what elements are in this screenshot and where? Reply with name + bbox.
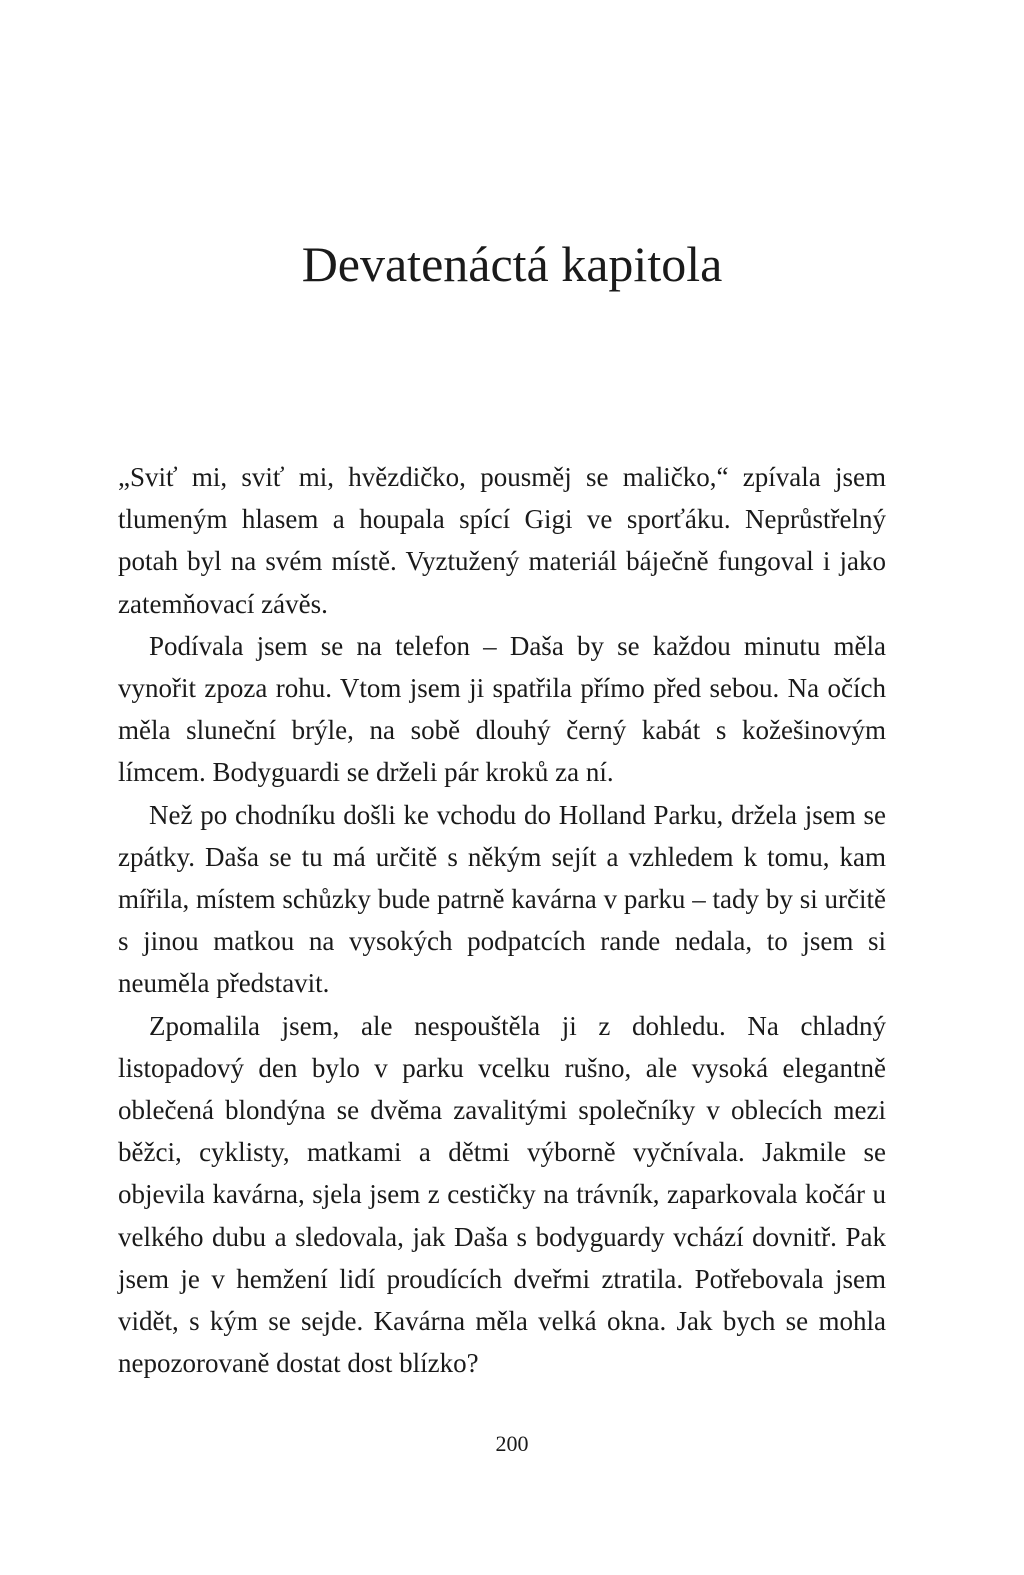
paragraph-1: „Sviť mi, sviť mi, hvězdičko, pousměj se maličko,“ zpívala jsem tlumeným hlasem a houpala spící Gigi ve sporťáku. Neprůstřelný potah byl na svém místě. Vyztužený materiál báječně fungoval i jako zatemňovací závěs.	[118, 462, 886, 619]
paragraph-4: Zpomalila jsem, ale nespouštěla ji z dohledu. Na chladný listopadový den bylo v parku vcelku rušno, ale vysoká elegantně oblečená blondýna se dvěma zavalitými společníky v oblecích mezi běžci, cyklisty, matkami a dětmi výborně vyčnívala. Jakmile se objevila kavárna, sjela jsem z cestičky na trávník, zaparkovala kočár u velkého dubu a sledovala, jak Daša s bodyguardy vchází dovnitř. Pak jsem je v hemžení lidí proudících dveřmi ztratila. Potřebovala jsem vidět, s kým se sejde. Kavárna měla velká okna. Jak bych se mohla nepozorovaně dostat dost blízko?	[118, 1010, 886, 1379]
paragraph-3: Než po chodníku došli ke vchodu do Holland Parku, držela jsem se zpátky. Daša se tu má určitě s někým sejít a vzhledem k tomu, kam mířila, místem schůzky bude patrně kavárna v parku – tady by si určitě s jinou matkou na vysokých podpatcích rande nedala, to jsem si neuměla představit.	[118, 799, 886, 999]
chapter-body	[118, 456, 886, 1384]
chapter-title: Devatenáctá kapitola	[301, 236, 723, 292]
paragraph-2: Podívala jsem se na telefon – Daša by se každou minutu měla vynořit zpoza rohu. Vtom jsem ji spatřila přímo před sebou. Na očích měla sluneční brýle, na sobě dlouhý černý kabát s kožešinovým límcem. Bodyguardi se drželi pár kroků za ní.	[118, 630, 886, 788]
page-number: 200	[495, 1431, 529, 1456]
